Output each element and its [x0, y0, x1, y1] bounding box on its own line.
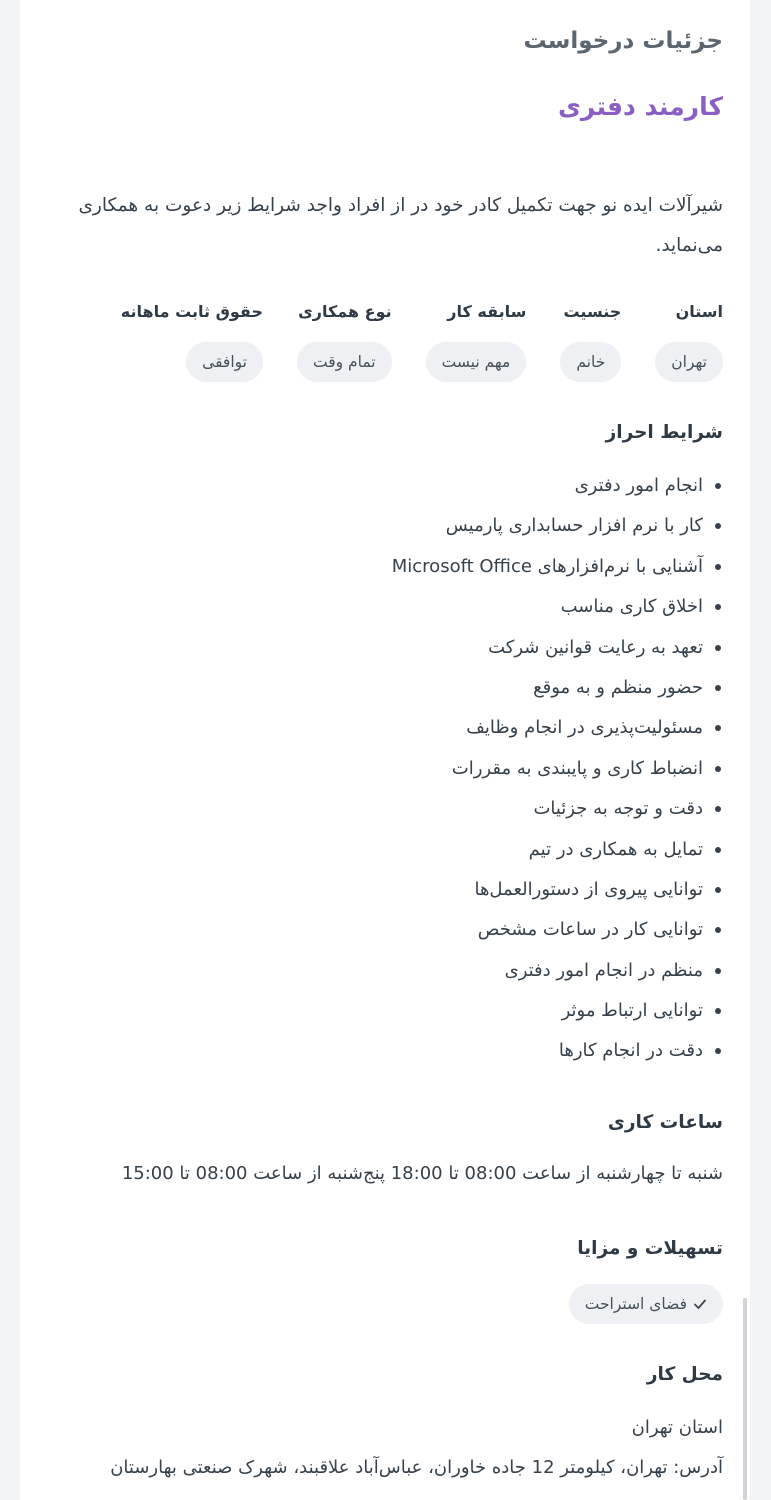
attribute-employment-type [297, 298, 392, 382]
attribute-province [655, 298, 723, 382]
benefits-heading: تسهیلات و مزایا [577, 1238, 723, 1259]
list-item: اخلاق کاری مناسب [392, 587, 723, 627]
attribute-label: نوع همکاری [298, 302, 392, 321]
location-heading: محل کار [646, 1364, 723, 1385]
scrollbar[interactable] [743, 1298, 747, 1500]
job-attributes [121, 298, 723, 382]
job-title: کارمند دفتری [557, 92, 723, 121]
working-hours-heading: ساعات کاری [607, 1112, 723, 1133]
attribute-chip: توافقی [186, 342, 263, 382]
list-item: آشنایی با نرم‌افزارهای Microsoft Office [392, 547, 723, 587]
list-item: انجام امور دفتری [392, 466, 723, 506]
attribute-gender [560, 298, 621, 382]
list-item: توانایی پیروی از دستورالعمل‌ها [392, 870, 723, 910]
attribute-chip: تمام وقت [297, 342, 392, 382]
list-item: تعهد به رعایت قوانین شرکت [392, 628, 723, 668]
list-item: توانایی کار در ساعات مشخص [392, 910, 723, 950]
list-item: دقت در انجام کارها [392, 1031, 723, 1071]
attribute-chip: مهم نیست [426, 342, 527, 382]
attribute-salary [121, 298, 263, 382]
attribute-label: سابقه کار [447, 302, 527, 321]
list-item: دقت و توجه به جزئیات [392, 789, 723, 829]
location-address: آدرس: تهران، کیلومتر 12 جاده خاوران، عباس‌آباد علاقبند، شهرک صنعتی بهارستان [110, 1457, 723, 1478]
job-details-card [20, 0, 750, 1500]
attribute-chip: تهران [655, 342, 723, 382]
location-province: استان تهران [631, 1417, 723, 1438]
check-icon [693, 1297, 707, 1311]
working-hours-text: شنبه تا چهارشنبه از ساعت 08:00 تا 18:00 پنج‌شنبه از ساعت 08:00 تا 15:00 [121, 1163, 723, 1184]
attribute-chip: خانم [560, 342, 621, 382]
list-item: تمایل به همکاری در تیم [392, 830, 723, 870]
attribute-label: استان [675, 302, 723, 321]
benefit-chip [569, 1284, 723, 1324]
attribute-label: جنسیت [563, 302, 622, 321]
job-intro: شیرآلات ایده نو جهت تکمیل کادر خود در از افراد واجد شرایط زیر دعوت به همکاری می‌نماید. [78, 195, 723, 256]
requirements-list [392, 466, 723, 1072]
list-item: توانایی ارتباط موثر [392, 991, 723, 1031]
page-title: جزئیات درخواست [523, 28, 723, 54]
list-item: منظم در انجام امور دفتری [392, 951, 723, 991]
requirements-heading: شرایط احراز [605, 422, 723, 443]
attribute-experience [426, 298, 527, 382]
list-item: حضور منظم و به موقع [392, 668, 723, 708]
list-item: مسئولیت‌پذیری در انجام وظایف [392, 708, 723, 748]
benefit-label: فضای استراحت [584, 1295, 687, 1313]
list-item: انضباط کاری و پایبندی به مقررات [392, 749, 723, 789]
attribute-label: حقوق ثابت ماهانه [120, 302, 263, 321]
list-item: کار با نرم افزار حسابداری پارمیس [392, 506, 723, 546]
